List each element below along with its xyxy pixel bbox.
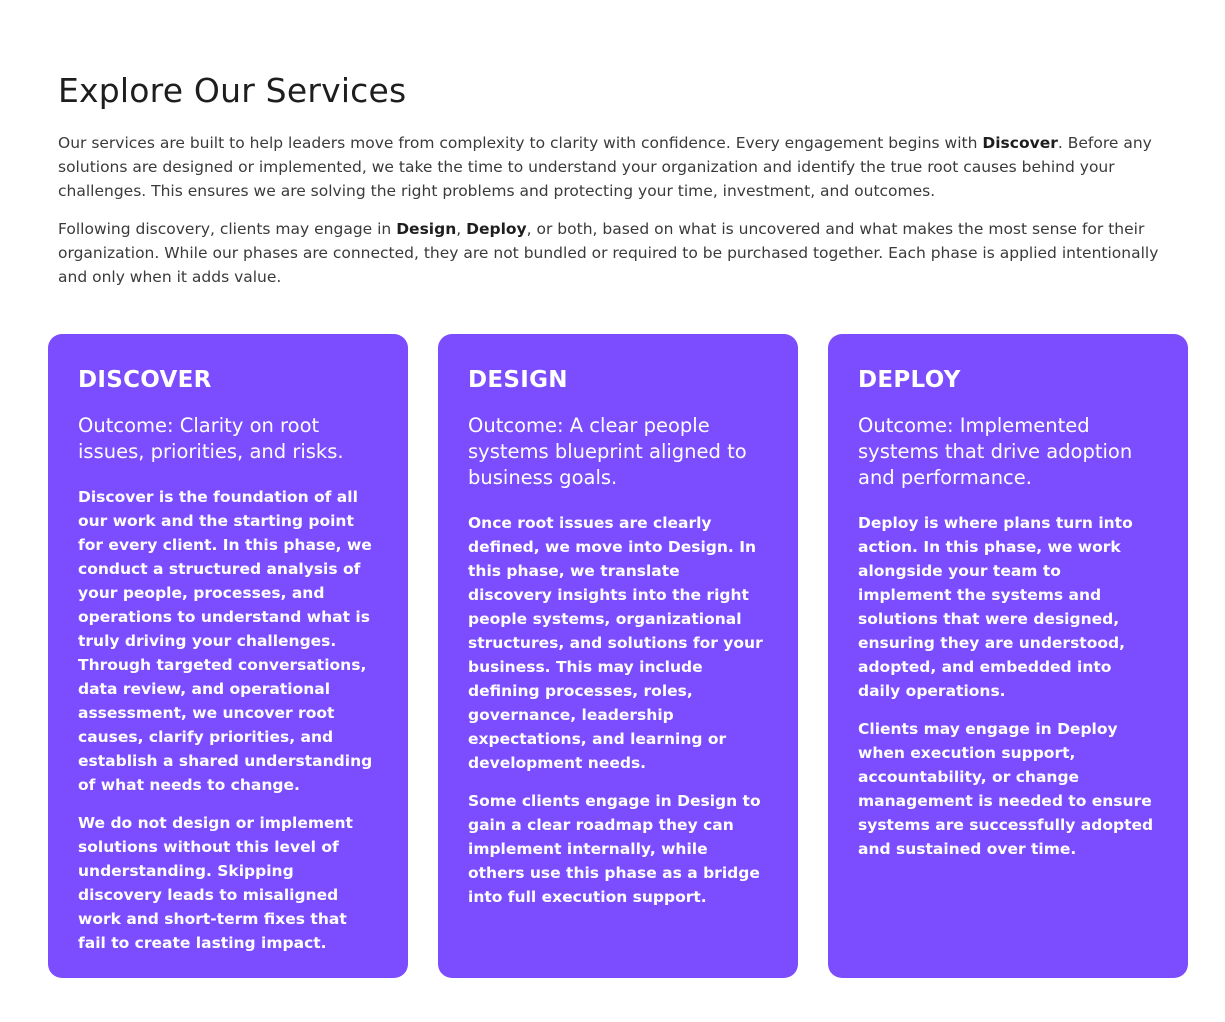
card-design [438, 334, 798, 978]
card-outcome: Outcome: Clarity on root issues, priorities, and risks. [78, 414, 344, 463]
card-description: Deploy is where plans turn into action. In this phase, we work alongside your team to implement the systems and solutions that were designed, ensuring they are understood, adopted, and embedded into daily operations. [858, 514, 1133, 700]
intro-p2-bold-deploy: Deploy [466, 220, 527, 238]
page-title: Explore Our Services [58, 71, 407, 110]
intro-section [58, 70, 1178, 289]
intro-p1-bold-discover: Discover [982, 134, 1058, 152]
intro-paragraph-1 [58, 131, 1178, 203]
intro-p1-text-end: . Before any solutions are designed or implemented, we take the time to understand your organization and identify the true root causes behind your challenges. This ensures we are solving the right problems and protecting your time, investment, and outcomes. [58, 134, 1152, 200]
card-outcome: Outcome: A clear people systems blueprint aligned to business goals. [468, 414, 747, 489]
card-title: DESIGN [468, 367, 568, 393]
intro-p2-text-start: Following discovery, clients may engage in [58, 220, 397, 238]
card-note: Clients may engage in Deploy when execution support, accountability, or change management is needed to ensure systems are successfully adopted and sustained over time. [858, 720, 1154, 858]
card-description: Once root issues are clearly defined, we move into Design. In this phase, we translate discovery insights into the right people systems, organizational structures, and solutions for your business. This may include defining processes, roles, governance, leadership expectations, and learning or development needs. [468, 514, 763, 772]
card-title: DEPLOY [858, 367, 961, 393]
intro-p1-text-start: Our services are built to help leaders move from complexity to clarity with confidence. Every engagement begins with [58, 134, 983, 152]
card-description: Discover is the foundation of all our work and the starting point for every client. In this phase, we conduct a structured analysis of your people, processes, and operations to understand what is truly driving your challenges. Through targeted conversations, data review, and operational assessment, we uncover root causes, clarify priorities, and establish a shared understanding of what needs to change. [78, 488, 373, 794]
intro-paragraph-2 [58, 217, 1178, 289]
card-note: Some clients engage in Design to gain a clear roadmap they can implement internally, while others use this phase as a bridge into full execution support. [468, 792, 761, 906]
intro-p2-text-end: , or both, based on what is uncovered and what makes the most sense for their organization. While our phases are connected, they are not bundled or required to be purchased together. Each phase is applied intentionally and only when it adds value. [58, 220, 1159, 286]
card-deploy [828, 334, 1188, 978]
intro-p2-separator: , [456, 220, 467, 238]
service-cards [48, 334, 1188, 978]
card-outcome: Outcome: Implemented systems that drive adoption and performance. [858, 414, 1133, 489]
intro-p2-bold-design: Design [396, 220, 457, 238]
card-note: We do not design or implement solutions without this level of understanding. Skipping discovery leads to misaligned work and short-term fixes that fail to create lasting impact. [78, 814, 353, 952]
card-discover [48, 334, 408, 978]
card-title: DISCOVER [78, 367, 212, 393]
